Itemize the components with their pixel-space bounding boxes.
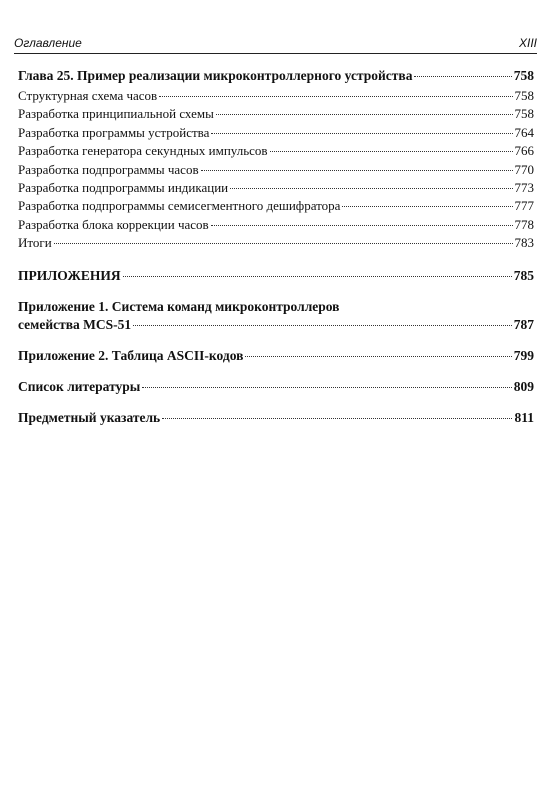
dot-leader xyxy=(211,225,513,226)
toc-entry-index[interactable] xyxy=(18,409,534,427)
toc-entry-section[interactable] xyxy=(18,234,534,252)
toc-entry-page: 758 xyxy=(514,106,534,122)
toc-entry-appendices[interactable] xyxy=(18,267,534,285)
running-header xyxy=(14,35,537,53)
header-divider xyxy=(14,53,537,54)
toc-entry-section[interactable] xyxy=(18,216,534,234)
toc-entry-page: 758 xyxy=(513,68,534,83)
toc-entry-title: ПРИЛОЖЕНИЯ xyxy=(18,267,121,283)
toc-entry-page: 811 xyxy=(514,409,534,425)
toc-entry-section[interactable] xyxy=(18,197,534,215)
toc-entry-title: Разработка подпрограммы индикации xyxy=(18,180,229,196)
toc-entry-page: 758 xyxy=(514,88,534,103)
dot-leader xyxy=(211,133,512,134)
header-page-number: XIII xyxy=(518,36,537,50)
spacer xyxy=(18,365,534,378)
dot-leader xyxy=(414,76,511,77)
dot-leader xyxy=(142,387,511,388)
toc-entry-title: Список литературы xyxy=(18,378,141,394)
toc-entry-title: Разработка подпрограммы часов xyxy=(18,161,199,177)
toc-entry-page: 766 xyxy=(514,143,534,159)
toc-entry-title: Приложение 1. Система команд микроконтроллеров xyxy=(18,298,340,314)
toc-entry-page: 764 xyxy=(514,124,534,140)
table-of-contents xyxy=(18,67,534,427)
toc-entry-page: 770 xyxy=(514,161,534,177)
toc-entry-page: 809 xyxy=(513,378,534,394)
header-section-title: Оглавление xyxy=(14,36,82,50)
dot-leader xyxy=(133,325,512,326)
dot-leader xyxy=(159,96,512,97)
dot-leader xyxy=(123,276,512,277)
spacer xyxy=(18,285,534,298)
toc-entry-page: 799 xyxy=(513,347,534,363)
toc-entry-page: 785 xyxy=(513,267,534,283)
dot-leader xyxy=(230,188,512,189)
toc-entry-page: 787 xyxy=(513,316,534,332)
toc-entry-page: 783 xyxy=(514,235,534,251)
toc-entry-page: 778 xyxy=(514,216,534,232)
toc-entry-page: 773 xyxy=(514,180,534,196)
toc-entry-appendix-1[interactable] xyxy=(18,298,534,334)
spacer xyxy=(18,396,534,409)
toc-entry-section[interactable] xyxy=(18,161,534,179)
dot-leader xyxy=(342,206,512,207)
dot-leader xyxy=(245,356,511,357)
dot-leader xyxy=(54,243,513,244)
toc-entry-title: Разработка программы устройства xyxy=(18,124,210,140)
toc-entry-section[interactable] xyxy=(18,87,534,105)
toc-entry-title: Разработка принципиальной схемы xyxy=(18,106,214,122)
toc-entry-title: Приложение 2. Таблица ASCII-кодов xyxy=(18,347,244,363)
toc-entry-section[interactable] xyxy=(18,105,534,123)
toc-entry-page: 777 xyxy=(514,198,534,214)
dot-leader xyxy=(216,114,513,115)
spacer xyxy=(18,253,534,267)
toc-entry-title: Разработка генератора секундных импульсов xyxy=(18,143,268,159)
toc-entry-title: Итоги xyxy=(18,235,52,251)
dot-leader xyxy=(162,418,512,419)
spacer xyxy=(18,334,534,347)
toc-entry-title: Разработка блока коррекции часов xyxy=(18,216,209,232)
toc-entry-title: Структурная схема часов xyxy=(18,88,158,103)
toc-entry-section[interactable] xyxy=(18,142,534,160)
toc-entry-title: семейства MCS-51 xyxy=(18,316,132,332)
toc-entry-title: Глава 25. Пример реализации микроконтроллерного устройства xyxy=(18,68,413,83)
toc-entry-section[interactable] xyxy=(18,124,534,142)
dot-leader xyxy=(270,151,513,152)
toc-entry-title: Разработка подпрограммы семисегментного дешифратора xyxy=(18,198,341,214)
toc-entry-references[interactable] xyxy=(18,378,534,396)
dot-leader xyxy=(201,170,513,171)
toc-entry-appendix-2[interactable] xyxy=(18,347,534,365)
toc-entry-title-continuation xyxy=(18,316,534,334)
toc-entry-chapter-25[interactable] xyxy=(18,67,534,85)
toc-entry-section[interactable] xyxy=(18,179,534,197)
toc-entry-title: Предметный указатель xyxy=(18,409,161,425)
